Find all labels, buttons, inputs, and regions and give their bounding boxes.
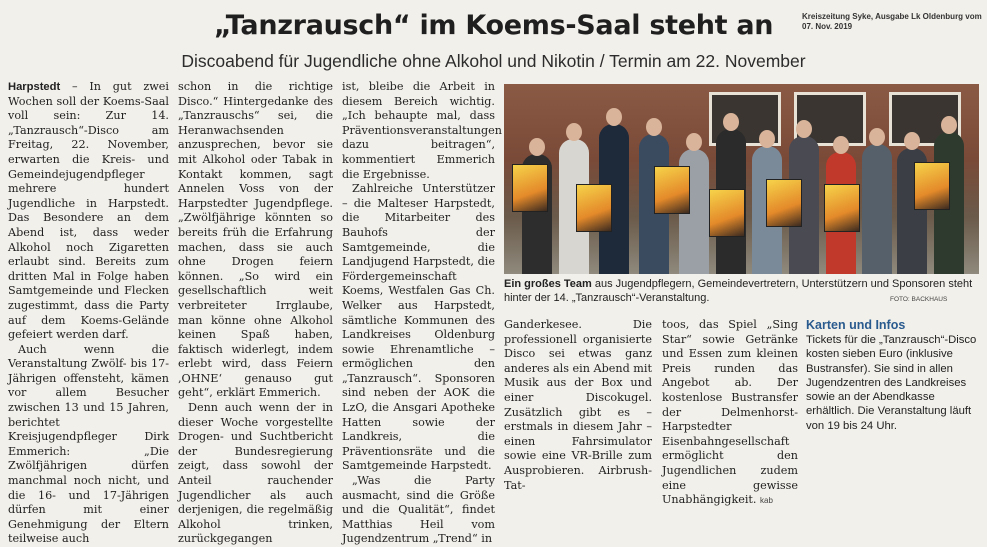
caption-lead: Ein großes Team <box>504 278 592 290</box>
caption-text: aus Jugendpflegern, Gemeindevertretern, Unterstützern und Sponsoren steht hinter der 14. „Tanzrausch“-Veranstaltung. <box>504 278 973 304</box>
article-column-3 <box>342 80 502 546</box>
article-column-1 <box>8 80 169 546</box>
paragraph <box>8 80 169 343</box>
article-column-4 <box>504 318 652 492</box>
paragraph-text: – In gut zwei Wochen soll der Koems-Saal voll sein: Zur 14. „Tanzrausch“-Disco am Freitag, 22. November, erwarten die Kreis- und Gemeindejugendpfleger mehrere hundert Jugendliche in Harpstedt. Das Besondere an dem Abend ist, dass weder Alkohol noch Zigaretten erlaubt sind. Bereits zum dritten Mal in Folge haben Samtgemeinde und Flecken zugestimmt, dass die Party auf dem Koems-Gelände gefeiert werden darf. <box>8 80 169 342</box>
paragraph: toos, das Spiel „Sing Star“ sowie Getränke und Essen zum kleinen Preis runden das Angebot ab. Der kostenlose Bustransfer der Delmenhorst-Harpstedter Eisenbahngesellschaft ermöglicht den Jugendlichen zudem eine gewisse Unabhängigkeit. <box>662 318 798 507</box>
photo-head <box>529 138 545 156</box>
photo-head <box>566 123 582 141</box>
event-poster <box>709 189 745 237</box>
paragraph: Auch wenn die Veranstaltung Zwölf- bis 17-Jährigen offensteht, kämen vor allem Besucher zwischen 13 und 15 Jahren, berichtet Kreisjugendpfleger Dirk Emmerich: „Die Zwölfjährigen dürfen manchmal noch nicht, und die 16- und 17-Jährigen dürfen mit einer Genehmigung der Eltern teilweise auch <box>8 342 169 546</box>
info-box-text: Tickets für die „Tanzrausch“-Disco kosten sieben Euro (inklusive Bustransfer). Sie sind in allen Jugendzentren des Landkreises sowie an der Abendkasse erhältlich. Die Veranstaltung läuft von 19 bis 24 Uhr. <box>806 334 977 432</box>
event-poster <box>654 166 690 214</box>
photo-head <box>796 120 812 138</box>
paragraph: „Was die Party ausmacht, sind die Größe und die Qualität“, findet Matthias Heil vom Jugendzentrum „Trend“ in <box>342 474 495 546</box>
paragraph: Ganderkesee. Die professionell organisierte Disco sei etwas ganz anderes als ein Abend mit Musik aus der Box und einer Discokugel. Zusätzlich gibt es – erstmals in diesem Jahr – einen Fahrsimulator sowie eine VR-Brille zum Ausprobieren. Airbrush-Tat- <box>504 318 652 492</box>
dateline: Harpstedt <box>8 81 61 93</box>
paragraph: Denn auch wenn der in dieser Woche vorgestellte Drogen- und Suchtbericht der Bundesregierung zeigt, dass sowohl der Anteil rauchender Jugendlicher als auch derjenigen, die regelmäßig Alkohol trinken, zurückgegangen <box>178 401 333 546</box>
photo-head <box>759 130 775 148</box>
article-column-2 <box>178 80 333 546</box>
group-photo <box>504 84 979 274</box>
author-signature: kab <box>760 496 773 506</box>
photo-head <box>646 118 662 136</box>
event-poster <box>914 162 950 210</box>
photo-head <box>723 113 739 131</box>
photo-head <box>833 136 849 154</box>
source-note: Kreiszeitung Syke, Ausgabe Lk Oldenburg vom 07. Nov. 2019 <box>802 12 982 31</box>
photo-head <box>606 108 622 126</box>
event-poster <box>512 164 548 212</box>
event-poster <box>824 184 860 232</box>
photo-head <box>869 128 885 146</box>
paragraph: Zahlreiche Unterstützer – die Malteser Harpstedt, die Mitarbeiter des Bauhofs der Samtgemeinde, die Landjugend Harpstedt, die Fördergemeinschaft Koems, Westfalen Gas Ch. Welker aus Harpstedt, sämtliche Kommunen des Landkreises Oldenburg sowie Ehrenamtliche – ermöglichen den „Tanzrausch“. Sponsoren sind neben der AOK die LzO, die Ansgari Apotheke Hatten sowie der Landkreis, die Präventionsräte und die Samtgemeinde Harpstedt. <box>342 182 495 473</box>
info-box <box>806 318 980 433</box>
paragraph: ist, bleibe die Arbeit in diesem Bereich wichtig. „Ich behaupte mal, dass Präventionsveranstaltungen dazu beitragen“, kommentiert Emmerich die Ergebnisse. <box>342 80 502 181</box>
photo-head <box>686 133 702 151</box>
headline: „Tanzrausch“ im Koems-Saal steht an <box>213 10 774 41</box>
paragraph: schon in die richtige Disco.“ Hintergedanke des „Tanzrauschs“ sei, die Heranwachsenden anzusprechen, bevor sie mit Alkohol oder Tabak in Kontakt kommen, sagt Annelen Voss von der Harpstedter Jugendpflege. „Zwölfjährige könnten so bereits früh die Erfahrung machen, dass sie auch ohne Drogen feiern können. „So wird ein gesellschaftlich weit verbreiteter Irrglaube, man könne ohne Alkohol keinen Spaß haben, faktisch widerlegt, indem erlebt wird, dass Feiern ‚OHNE‘ genauso gut geht“, erklärt Emmerich. <box>178 80 333 400</box>
article-column-5 <box>662 318 798 507</box>
photo-credit: FOTO: BACKHAUS <box>890 296 948 303</box>
subheadline: Discoabend für Jugendliche ohne Alkohol und Nikotin / Termin am 22. November <box>181 51 806 71</box>
photo-head <box>904 132 920 150</box>
event-poster <box>766 179 802 227</box>
photo-person <box>862 144 892 274</box>
info-box-title: Karten und Infos <box>806 318 906 332</box>
event-poster <box>576 184 612 232</box>
photo-head <box>941 116 957 134</box>
